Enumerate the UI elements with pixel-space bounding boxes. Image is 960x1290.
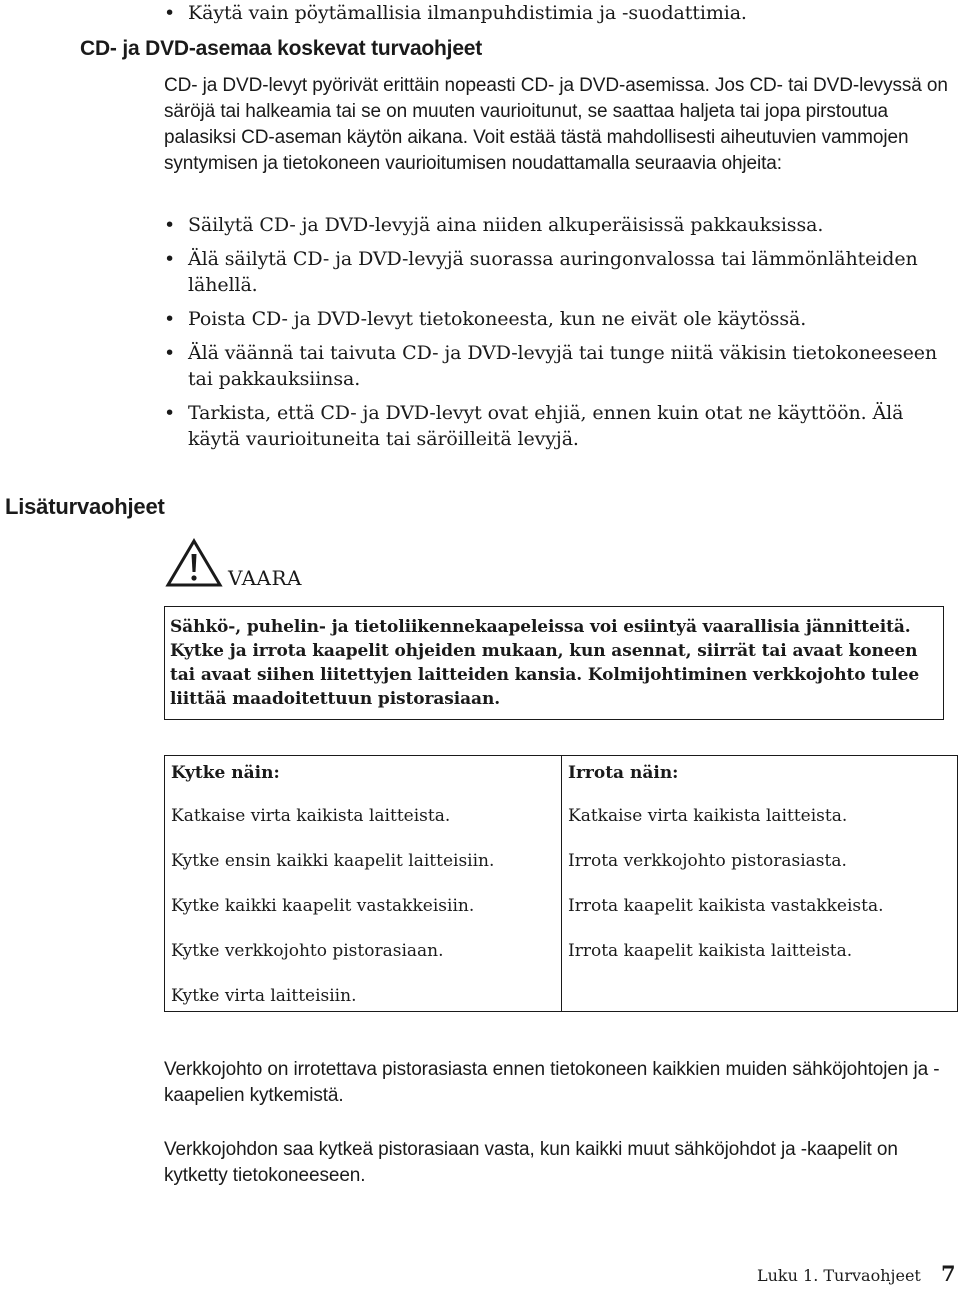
connect-step: Kytke kaikki kaapelit vastakkeisiin. [171,896,475,916]
connect-step: Kytke verkkojohto pistorasiaan. [171,941,444,961]
connect-column [165,756,562,1011]
list-item: • Säilytä CD- ja DVD-levyjä aina niiden alkuperäisissä pakkauksissa. [164,212,954,238]
disconnect-step: Irrota verkkojohto pistorasiasta. [568,851,847,871]
cd-guidelines-list [164,212,954,460]
danger-notice-text: Sähkö-, puhelin- ja tietoliikennekaapeleissa voi esiintyä vaarallisia jännitteitä. Kytke ja irrota kaapelit ohjeiden mukaan, kun asennat, siirrät tai avaat koneen tai avaat siihen liitettyjen laitteiden kansia. Kolmijohtiminen verkkojohto tulee liittää maadoitettuun pistorasiaan. [170,617,920,709]
list-item: • Älä väännä tai taivuta CD- ja DVD-levyjä tai tunge niitä väkisin tietokoneeseen tai pakkauksiinsa. [164,340,954,392]
page-number: 7 [941,1261,956,1286]
danger-label: VAARA [228,566,302,590]
disconnect-step: Katkaise virta kaikista laitteista. [568,806,848,826]
paragraph: Verkkojohto on irrotettava pistorasiasta ennen tietokoneen kaikkien muiden sähköjohtojen ja -kaapelien kytkemistä. [164,1059,940,1106]
disconnect-column [562,756,956,1011]
disconnect-step: Irrota kaapelit kaikista vastakkeista. [568,896,884,916]
cable-procedure-table [164,755,958,1012]
list-item: • Älä säilytä CD- ja DVD-levyjä suorassa auringonvalossa tai lämmönlähteiden lähellä. [164,246,954,298]
paragraph: Verkkojohdon saa kytkeä pistorasiaan vasta, kun kaikki muut sähköjohdot ja -kaapelit on kytketty tietokoneeseen. [164,1139,898,1186]
disconnect-step: Irrota kaapelit kaikista laitteista. [568,941,853,961]
connect-header: Kytke näin: [171,763,280,783]
cd-section-heading: CD- ja DVD-asemaa koskevat turvaohjeet [80,37,483,60]
connect-step: Katkaise virta kaikista laitteista. [171,806,451,826]
list-item: • Käytä vain pöytämallisia ilmanpuhdistimia ja -suodattimia. [164,0,944,26]
disconnect-header: Irrota näin: [568,763,679,783]
connect-step: Kytke ensin kaikki kaapelit laitteisiin. [171,851,495,871]
warning-triangle-icon [165,538,223,588]
footer-chapter: Luku 1. Turvaohjeet [757,1266,921,1285]
cd-section-intro: CD- ja DVD-levyt pyörivät erittäin nopeasti CD- ja DVD-asemissa. Jos CD- tai DVD-levyssä on säröjä tai halkeamia tai se on muuten vaurioitunut, se saattaa haljeta tai jopa pirstoutua palasiksi CD-aseman käytön aikana. Voit estää tästä mahdollisesti aiheutuvien vammojen syntymisen ja tietokoneen vaurioitumisen noudattamalla seuraavia ohjeita: [164,75,948,174]
danger-notice-box [164,606,944,720]
top-bullet-list [164,0,944,34]
connect-step: Kytke virta laitteisiin. [171,986,357,1006]
additional-section-heading: Lisäturvaohjeet [5,494,165,519]
list-item: • Tarkista, että CD- ja DVD-levyt ovat ehjiä, ennen kuin otat ne käyttöön. Älä käytä vaurioituneita tai säröilleitä levyjä. [164,400,954,452]
list-item: • Poista CD- ja DVD-levyt tietokoneesta, kun ne eivät ole käytössä. [164,306,954,332]
